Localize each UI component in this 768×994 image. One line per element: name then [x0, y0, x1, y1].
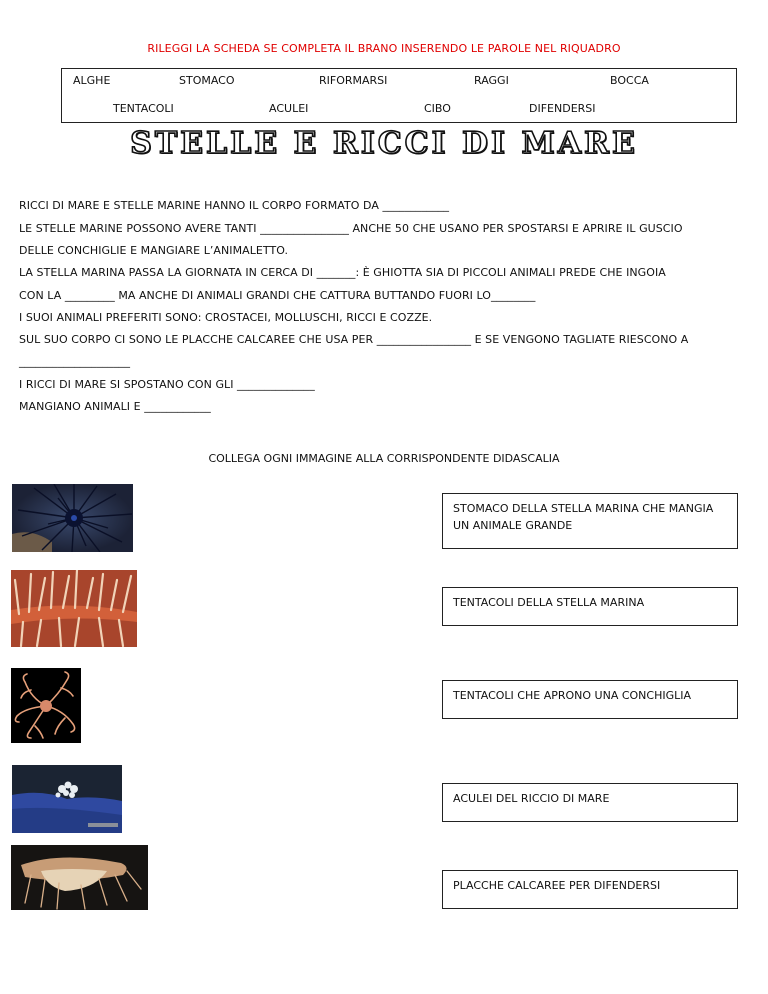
- word-bank-item: RAGGI: [474, 74, 509, 87]
- text-line: MANGIANO ANIMALI E ____________: [19, 400, 211, 413]
- word-bank-item: STOMACO: [179, 74, 235, 87]
- caption-box: ACULEI DEL RICCIO DI MARE: [442, 783, 738, 822]
- caption-box: PLACCHE CALCAREE PER DIFENDERSI: [442, 870, 738, 909]
- word-bank-item: BOCCA: [610, 74, 649, 87]
- starfish-stomach-photo: [12, 765, 122, 833]
- word-bank-item: TENTACOLI: [113, 102, 174, 115]
- text-line: LA STELLA MARINA PASSA LA GIORNATA IN CERCA DI _______: È GHIOTTA SIA DI PICCOLI ANIMALI PREDE CHE INGOIA: [19, 266, 666, 279]
- instruction-top: RILEGGI LA SCHEDA SE COMPLETA IL BRANO INSERENDO LE PAROLE NEL RIQUADRO: [147, 42, 621, 55]
- page-title: STELLE E RICCI DI MARE: [130, 126, 638, 161]
- basket-star-photo: [11, 668, 81, 743]
- text-line: I SUOI ANIMALI PREFERITI SONO: CROSTACEI, MOLLUSCHI, RICCI E COZZE.: [19, 311, 433, 324]
- tube-feet-shell-photo: [11, 845, 148, 910]
- word-bank-item: RIFORMARSI: [319, 74, 388, 87]
- word-bank-item: ACULEI: [269, 102, 309, 115]
- text-line: RICCI DI MARE E STELLE MARINE HANNO IL CORPO FORMATO DA ____________: [19, 199, 450, 212]
- starfish-tube-feet-photo: [11, 570, 137, 647]
- caption-box: STOMACO DELLA STELLA MARINA CHE MANGIA UN ANIMALE GRANDE: [442, 493, 738, 549]
- word-bank-item: DIFENDERSI: [529, 102, 596, 115]
- word-bank-item: CIBO: [424, 102, 451, 115]
- word-bank-box: [61, 68, 737, 123]
- text-line: LE STELLE MARINE POSSONO AVERE TANTI ________________ ANCHE 50 CHE USANO PER SPOSTARSI E APRIRE IL GUSCIO: [19, 222, 683, 235]
- caption-box: TENTACOLI CHE APRONO UNA CONCHIGLIA: [442, 680, 738, 719]
- text-line: SUL SUO CORPO CI SONO LE PLACCHE CALCAREE CHE USA PER _________________ E SE VENGONO TAGLIATE RIESCONO A: [19, 333, 689, 346]
- caption-box: TENTACOLI DELLA STELLA MARINA: [442, 587, 738, 626]
- text-line: CON LA _________ MA ANCHE DI ANIMALI GRANDI CHE CATTURA BUTTANDO FUORI LO________: [19, 289, 536, 302]
- instruction-match: COLLEGA OGNI IMMAGINE ALLA CORRISPONDENTE DIDASCALIA: [208, 452, 560, 465]
- sea-urchin-photo: [12, 484, 133, 552]
- text-line: DELLE CONCHIGLIE E MANGIARE L’ANIMALETTO.: [19, 244, 289, 257]
- word-bank-item: ALGHE: [73, 74, 111, 87]
- text-line: ____________________: [19, 355, 130, 368]
- text-line: I RICCI DI MARE SI SPOSTANO CON GLI ______________: [19, 378, 315, 391]
